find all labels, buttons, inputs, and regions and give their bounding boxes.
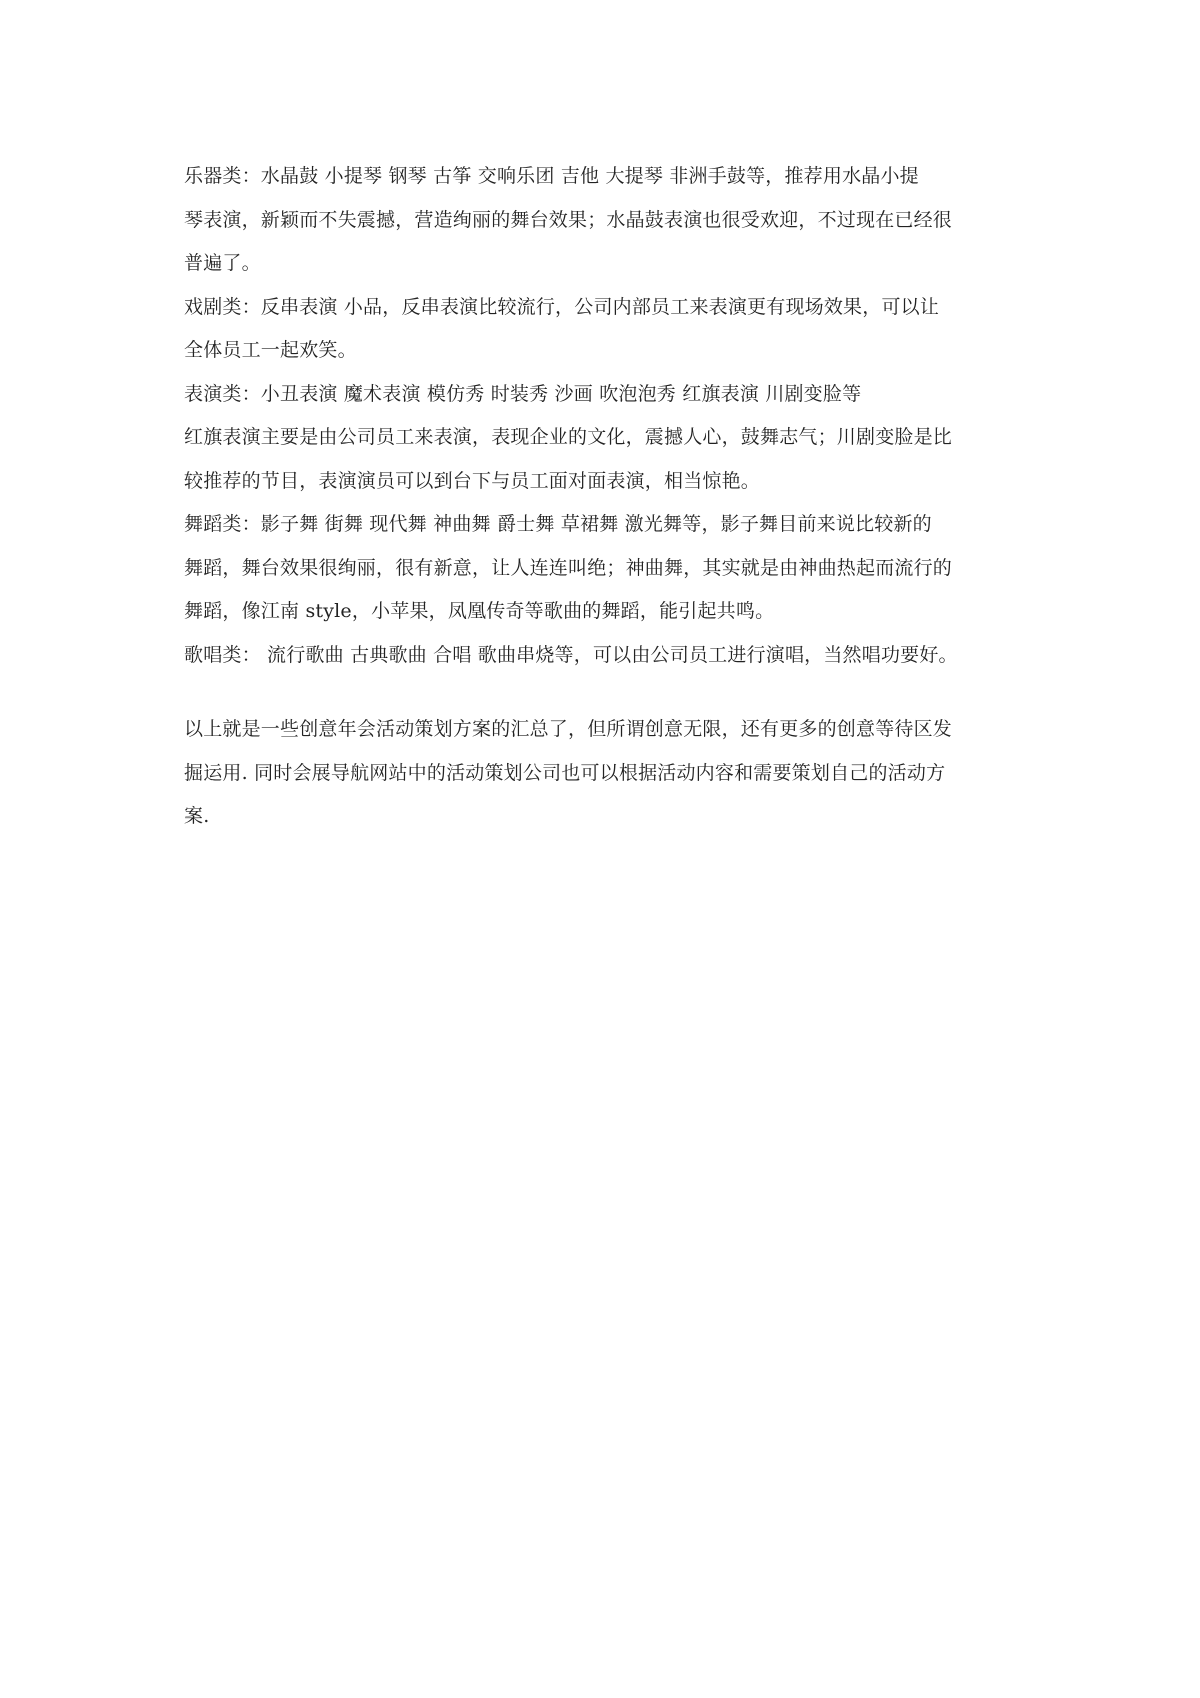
summary-paragraph	[184, 708, 1030, 839]
text-line: 舞蹈，舞台效果很绚丽，很有新意，让人连连叫绝；神曲舞，其实就是由神曲热起而流行的	[184, 556, 953, 579]
text-line: 较推荐的节目，表演演员可以到台下与员工面对面表演，相当惊艳。	[184, 469, 761, 492]
text-line: 掘运用. 同时会展导航网站中的活动策划公司也可以根据活动内容和需要策划自己的活动方	[184, 761, 946, 784]
text-line: 戏剧类：反串表演 小品，反串表演比较流行，公司内部员工来表演更有现场效果，可以让	[184, 295, 940, 318]
text-line: 案.	[184, 805, 210, 827]
text-line: 舞蹈，像江南 style，小苹果，凤凰传奇等歌曲的舞蹈，能引起共鸣。	[184, 600, 775, 622]
categories-section	[184, 155, 1030, 677]
paragraph-gap	[184, 677, 1030, 708]
text-line: 舞蹈类：影子舞 街舞 现代舞 神曲舞 爵士舞 草裙舞 激光舞等，影子舞目前来说比较新的	[184, 513, 932, 535]
text-line: 乐器类：水晶鼓 小提琴 钢琴 古筝 交响乐团 吉他 大提琴 非洲手鼓等，推荐用水晶小提	[184, 165, 919, 187]
text-line: 歌唱类： 流行歌曲 古典歌曲 合唱 歌曲串烧等，可以由公司员工进行演唱，当然唱功要好。	[184, 643, 958, 666]
text-line: 全体员工一起欢笑。	[184, 339, 357, 361]
document-page	[184, 155, 1030, 839]
text-line: 普遍了。	[184, 252, 261, 274]
text-line: 表演类：小丑表演 魔术表演 模仿秀 时装秀 沙画 吹泡泡秀 红旗表演 川剧变脸等	[184, 382, 862, 405]
text-line: 琴表演，新颖而不失震撼，营造绚丽的舞台效果；水晶鼓表演也很受欢迎，不过现在已经很	[184, 208, 953, 231]
text-line: 以上就是一些创意年会活动策划方案的汇总了，但所谓创意无限，还有更多的创意等待区发	[184, 718, 953, 740]
text-line: 红旗表演主要是由公司员工来表演，表现企业的文化，震撼人心，鼓舞志气；川剧变脸是比	[184, 426, 953, 448]
